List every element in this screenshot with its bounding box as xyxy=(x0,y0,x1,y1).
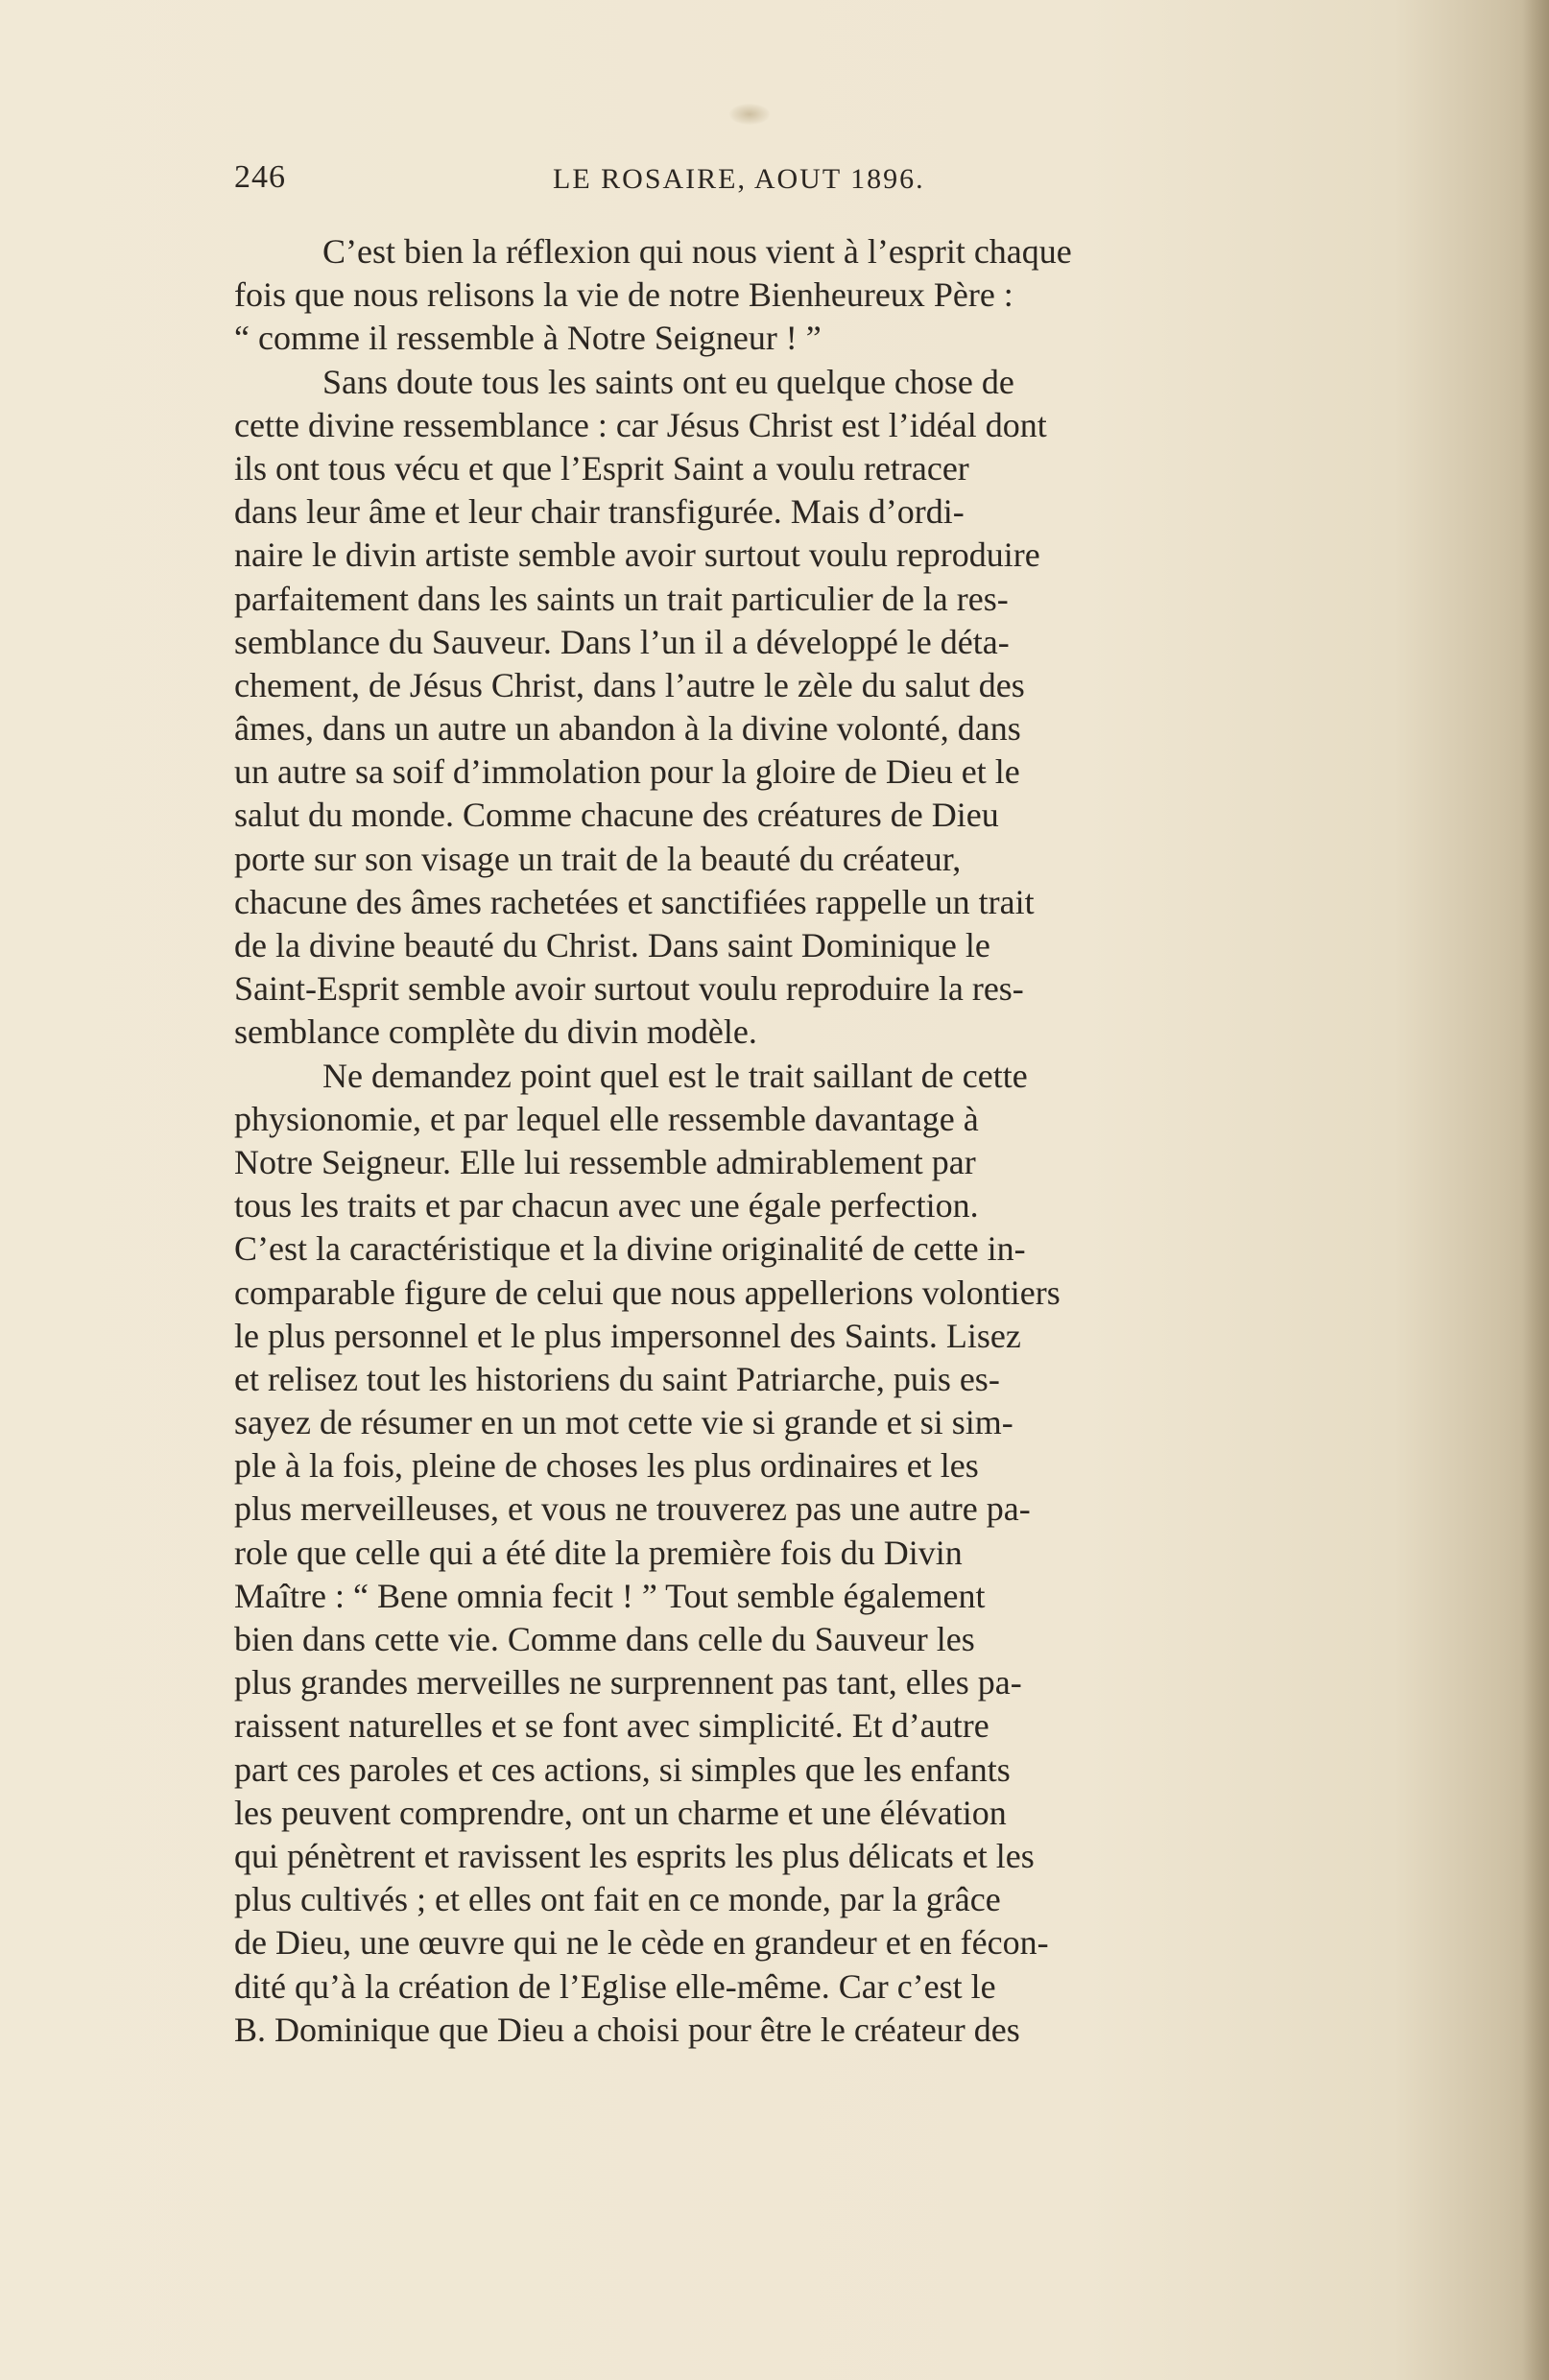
text-line: porte sur son visage un trait de la beauté du créateur, xyxy=(234,839,962,878)
body-text xyxy=(234,230,1415,2052)
text-line: un autre sa soif d’immolation pour la gloire de Dieu et le xyxy=(234,752,1020,792)
text-line: fois que nous relisons la vie de notre Bienheureux Père : xyxy=(234,275,1013,315)
text-line: comparable figure de celui que nous appellerions volontiers xyxy=(234,1273,1060,1312)
text-line: C’est bien la réflexion qui nous vient à l’esprit chaque xyxy=(322,232,1072,271)
text-line: de Dieu, une œuvre qui ne le cède en grandeur et en fécon- xyxy=(234,1923,1049,1963)
text-line: qui pénètrent et ravissent les esprits les plus délicats et les xyxy=(234,1836,1035,1875)
text-line: bien dans cette vie. Comme dans celle du Sauveur les xyxy=(234,1620,975,1658)
text-line: semblance complète du divin modèle. xyxy=(234,1012,757,1052)
text-line: Notre Seigneur. Elle lui ressemble admirablement par xyxy=(234,1142,976,1181)
text-line: ils ont tous vécu et que l’Esprit Saint a voulu retracer xyxy=(234,448,969,488)
text-line: C’est la caractéristique et la divine originalité de cette in- xyxy=(234,1229,1026,1269)
text-line: Maître : “ Bene omnia fecit ! ” Tout semble également xyxy=(234,1576,986,1615)
text-line: le plus personnel et le plus impersonnel des Saints. Lisez xyxy=(234,1316,1021,1355)
text-line: part ces paroles et ces actions, si simples que les enfants xyxy=(234,1749,1011,1789)
text-line: Sans doute tous les saints ont eu quelque chose de xyxy=(322,362,1014,401)
text-line: plus cultivés ; et elles ont fait en ce monde, par la grâce xyxy=(234,1880,1001,1919)
text-line: les peuvent comprendre, ont un charme et une élévation xyxy=(234,1793,1007,1832)
text-line: plus grandes merveilles ne surprennent pas tant, elles pa- xyxy=(234,1663,1022,1702)
page-number: 246 xyxy=(234,159,286,195)
text-line: role que celle qui a été dite la première fois du Divin xyxy=(234,1533,963,1572)
text-line: chement, de Jésus Christ, dans l’autre le zèle du salut des xyxy=(234,665,1025,704)
page-edge-shadow xyxy=(1522,0,1549,2380)
text-line: ple à la fois, pleine de choses les plus ordinaires et les xyxy=(234,1446,979,1486)
text-line: semblance du Sauveur. Dans l’un il a développé le déta- xyxy=(234,622,1010,661)
text-line: “ comme il ressemble à Notre Seigneur ! ” xyxy=(234,319,822,358)
running-head: LE ROSAIRE, AOUT 1896. xyxy=(553,163,925,195)
text-line: tous les traits et par chacun avec une égale perfection. xyxy=(234,1186,979,1226)
text-line: dité qu’à la création de l’Eglise elle-même. Car c’est le xyxy=(234,1966,996,2006)
text-line: Saint-Esprit semble avoir surtout voulu reproduire la res- xyxy=(234,969,1024,1009)
text-line: âmes, dans un autre un abandon à la divine volonté, dans xyxy=(234,709,1021,749)
text-line: salut du monde. Comme chacune des créatures de Dieu xyxy=(234,796,999,835)
text-line: Ne demandez point quel est le trait saillant de cette xyxy=(322,1056,1028,1095)
text-line: naire le divin artiste semble avoir surtout voulu reproduire xyxy=(234,536,1040,575)
text-line: sayez de résumer en un mot cette vie si grande et si sim- xyxy=(234,1403,1013,1442)
text-line: cette divine ressemblance : car Jésus Christ est l’idéal dont xyxy=(234,405,1047,444)
text-line: et relisez tout les historiens du saint Patriarche, puis es- xyxy=(234,1359,1000,1398)
text-line: chacune des âmes rachetées et sanctifiées rappelle un trait xyxy=(234,882,1035,921)
text-line: dans leur âme et leur chair transfigurée. Mais d’ordi- xyxy=(234,492,965,532)
text-line: B. Dominique que Dieu a choisi pour être le créateur des xyxy=(234,2010,1020,2049)
text-line: raissent naturelles et se font avec simplicité. Et d’autre xyxy=(234,1706,989,1746)
page-header xyxy=(234,159,1006,202)
text-line: plus merveilleuses, et vous ne trouverez pas une autre pa- xyxy=(234,1489,1031,1529)
ink-smudge xyxy=(729,104,770,125)
text-line: physionomie, et par lequel elle ressemble davantage à xyxy=(234,1099,979,1138)
text-line: de la divine beauté du Christ. Dans saint Dominique le xyxy=(234,926,990,964)
text-line: parfaitement dans les saints un trait particulier de la res- xyxy=(234,579,1009,618)
